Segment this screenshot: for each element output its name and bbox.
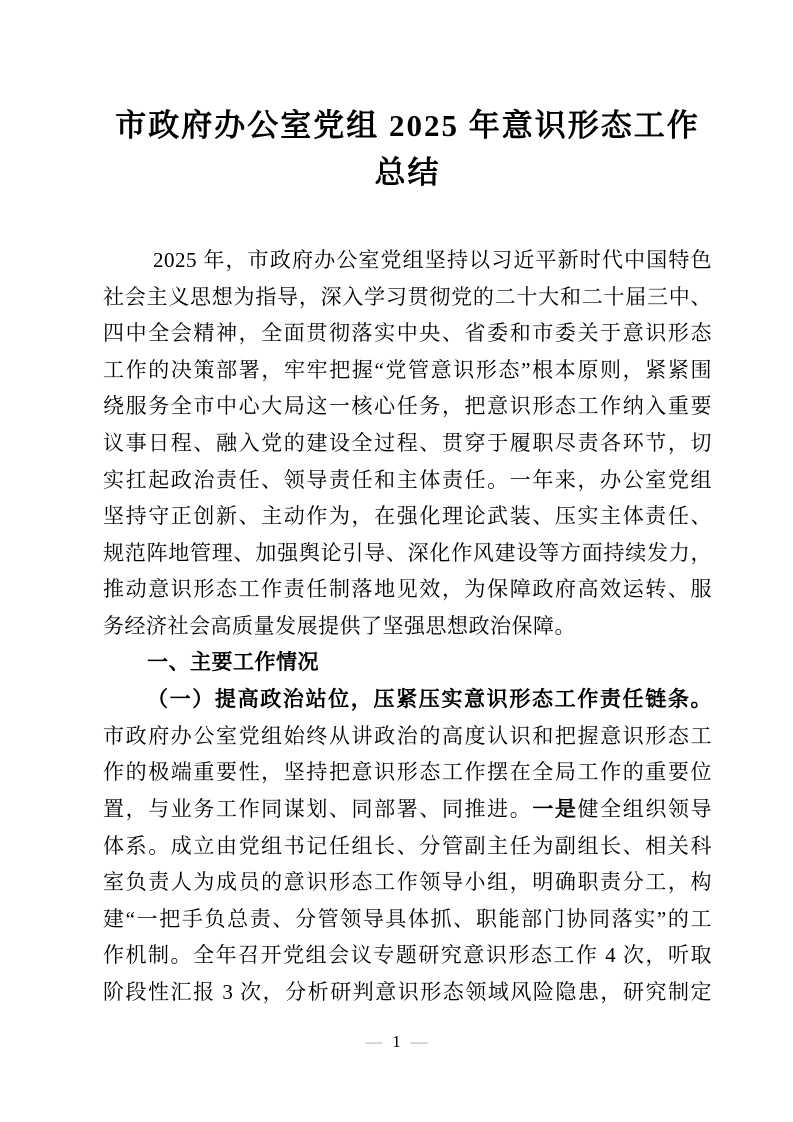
subsection-lead-sentence: （一）提高政治站位，压紧压实意识形态工作责任链条。: [147, 687, 712, 712]
footer-dash-left: —: [365, 1032, 383, 1051]
bold-run: 一是: [532, 796, 578, 821]
body-text-line: 建“一把手负总责、分管领导具体抓、职能部门协同落实”的工: [103, 906, 712, 931]
intro-paragraph-line: 实扛起政治责任、领导责任和主体责任。一年来，办公室党组: [103, 467, 712, 492]
intro-paragraph-line: 推动意识形态工作责任制落地见效，为保障政府高效运转、服: [103, 577, 712, 602]
intro-paragraph-line: 社会主义思想为指导，深入学习贯彻党的二十大和二十届三中、: [103, 284, 712, 309]
document-title-line-1: 市政府办公室党组 2025 年意识形态工作: [115, 108, 700, 143]
body-text-line: 体系。成立由党组书记任组长、分管副主任为副组长、相关科: [103, 833, 712, 858]
intro-paragraph-line: 坚持守正创新、主动作为，在强化理论武装、压实主体责任、: [103, 504, 712, 529]
intro-paragraph-line: 务经济社会高质量发展提供了坚强思想政治保障。: [103, 613, 576, 638]
body-text-line: 阶段性汇报 3 次，分析研判意识形态领域风险隐患，研究制定: [103, 979, 712, 1004]
body-text-line: 市政府办公室党组始终从讲政治的高度认识和把握意识形态工: [103, 723, 712, 748]
page-footer: [0, 1031, 793, 1053]
body-text-line-mixed: [103, 791, 712, 828]
intro-paragraph-line: 四中全会精神，全面贯彻落实中央、省委和市委关于意识形态: [103, 321, 712, 346]
body-text-line: 室负责人为成员的意识形态工作领导小组，明确职责分工，构: [103, 870, 712, 895]
footer-dash-right: —: [410, 1032, 428, 1051]
document-title-line-2: 总结: [374, 155, 441, 190]
document-title: [103, 102, 712, 196]
body-text-run: 置，与业务工作同谋划、同部署、同推进。: [103, 796, 533, 821]
body-text-line: 作的极端重要性，坚持把意识形态工作摆在全局工作的重要位: [103, 760, 712, 785]
page-number: 1: [392, 1032, 401, 1051]
intro-paragraph-line: 规范阵地管理、加强舆论引导、深化作风建设等方面持续发力，: [103, 540, 712, 565]
intro-paragraph-line: 绕服务全市中心大局这一核心任务，把意识形态工作纳入重要: [103, 394, 712, 419]
intro-paragraph-line: 工作的决策部署，牢牢把握“党管意识形态”根本原则，紧紧围: [103, 357, 712, 382]
section-heading: 一、主要工作情况: [147, 650, 319, 674]
document-body: [103, 242, 712, 1010]
body-text-run: 健全组织领导: [577, 796, 712, 821]
intro-paragraph-line: 2025 年，市政府办公室党组坚持以习近平新时代中国特色: [153, 248, 712, 272]
intro-paragraph-line: 议事日程、融入党的建设全过程、贯穿于履职尽责各环节，切: [103, 430, 712, 455]
body-text-line: 作机制。全年召开党组会议专题研究意识形态工作 4 次，听取: [103, 943, 712, 968]
